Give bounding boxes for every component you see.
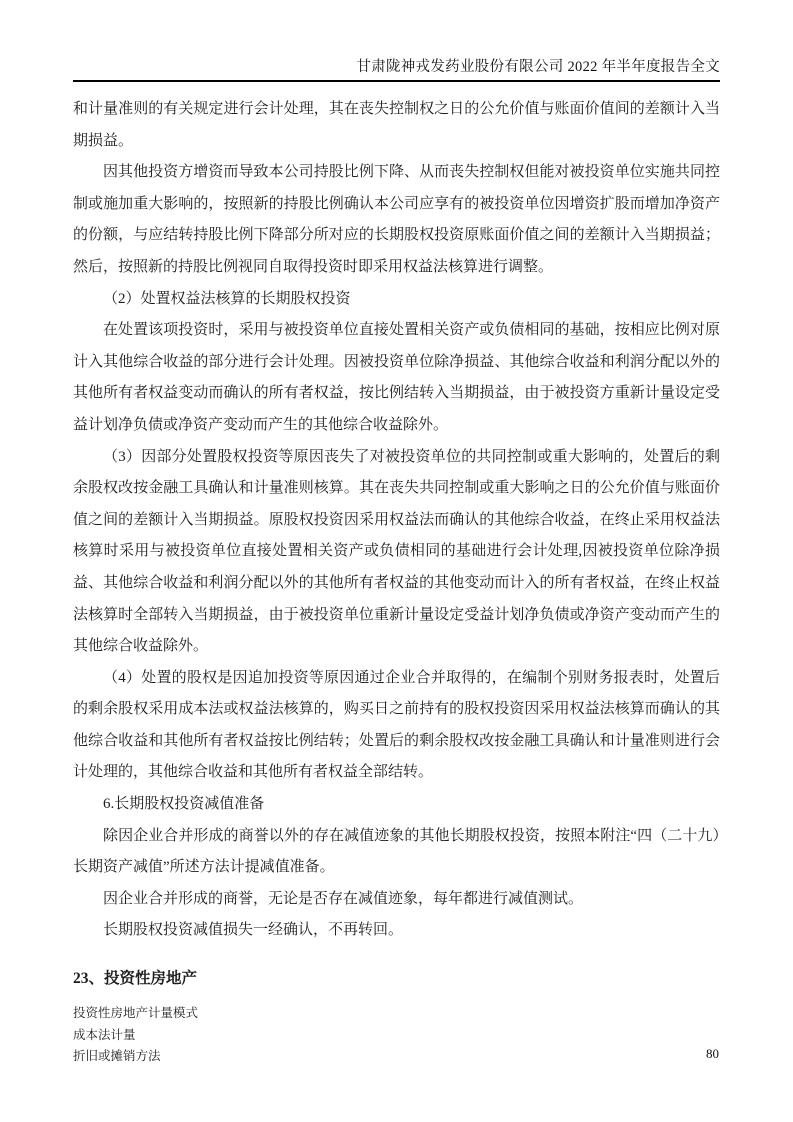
paragraph: 长期股权投资减值损失一经确认，不再转回。: [103, 922, 404, 939]
section-heading: 23、投资性房地产: [73, 970, 198, 988]
page-number: 80: [706, 1046, 719, 1061]
paragraph: （3）因部分处置股权投资等原因丧失了对被投资单位的共同控制或重大影响的，处置后的剩余股权改按金融工具确认和计量准则核算。其在丧失共同控制或重大影响之日的公允价值与账面价值之间的差额计入当期损益。原股权投资因采用权益法而确认的其他综合收益，在终止采用权益法核算时采用与被投资单位直接处置相关资产或负债相同的基础进行会计处理,因被投资单位除净损益、其他综合收益和利润分配以外的其他所有者权益的其他变动而计入的所有者权益，在终止权益法核算时全部转入当期损益，由于被投资单位重新计量设定受益计划净负债或净资产变动而产生的其他综合收益除外。: [73, 448, 720, 655]
paragraph: 除因企业合并形成的商誉以外的存在减值迹象的其他长期股权投资，按照本附注“四（二十九）长期资产减值”所述方法计提减值准备。: [73, 827, 720, 876]
document-body: [73, 94, 720, 1068]
paragraph: 因其他投资方增资而导致本公司持股比例下降、从而丧失控制权但能对被投资单位实施共同控制或施加重大影响的，按照新的持股比例确认本公司应享有的被投资单位因增资扩股而增加净资产的份额，与应结转持股比例下降部分所对应的长期股权投资原账面价值之间的差额计入当期损益；然后，按照新的持股比例视同自取得投资时即采用权益法核算进行调整。: [73, 164, 720, 275]
paragraph: 在处置该项投资时，采用与被投资单位直接处置相关资产或负债相同的基础，按相应比例对原计入其他综合收益的部分进行会计处理。因被投资单位除净损益、其他综合收益和利润分配以外的其他所有者权益变动而确认的所有者权益，按比例结转入当期损益，由于被投资方重新计量设定受益计划净负债或净资产变动而产生的其他综合收益除外。: [73, 322, 720, 433]
paragraph-continuation: 和计量准则的有关规定进行会计处理，其在丧失控制权之日的公允价值与账面价值间的差额计入当期损益。: [73, 101, 720, 149]
paragraph: （4）处置的股权是因追加投资等原因通过企业合并取得的，在编制个别财务报表时，处置后的剩余股权采用成本法或权益法核算的，购买日之前持有的股权投资因采用权益法核算而确认的其他综合收益和其他所有者权益按比例结转；处置后的剩余股权改按金融工具确认和计量准则进行会计处理的，其他综合收益和其他所有者权益全部结转。: [73, 669, 720, 781]
note-line: 成本法计量: [73, 1027, 136, 1042]
header-title: 甘肃陇神戎发药业股份有限公司 2022 年半年度报告全文: [356, 59, 720, 75]
note-line: 折旧或摊销方法: [73, 1049, 161, 1064]
note-line: 投资性房地产计量模式: [73, 1006, 199, 1021]
subsection-label: （2）处置权益法核算的长期股权投资: [103, 290, 351, 307]
page-header: [73, 0, 720, 82]
measurement-notes: [73, 1003, 720, 1068]
subsection-label: 6.长期股权投资减值准备: [103, 796, 265, 813]
paragraph: 因企业合并形成的商誉，无论是否存在减值迹象，每年都进行减值测试。: [103, 890, 584, 907]
